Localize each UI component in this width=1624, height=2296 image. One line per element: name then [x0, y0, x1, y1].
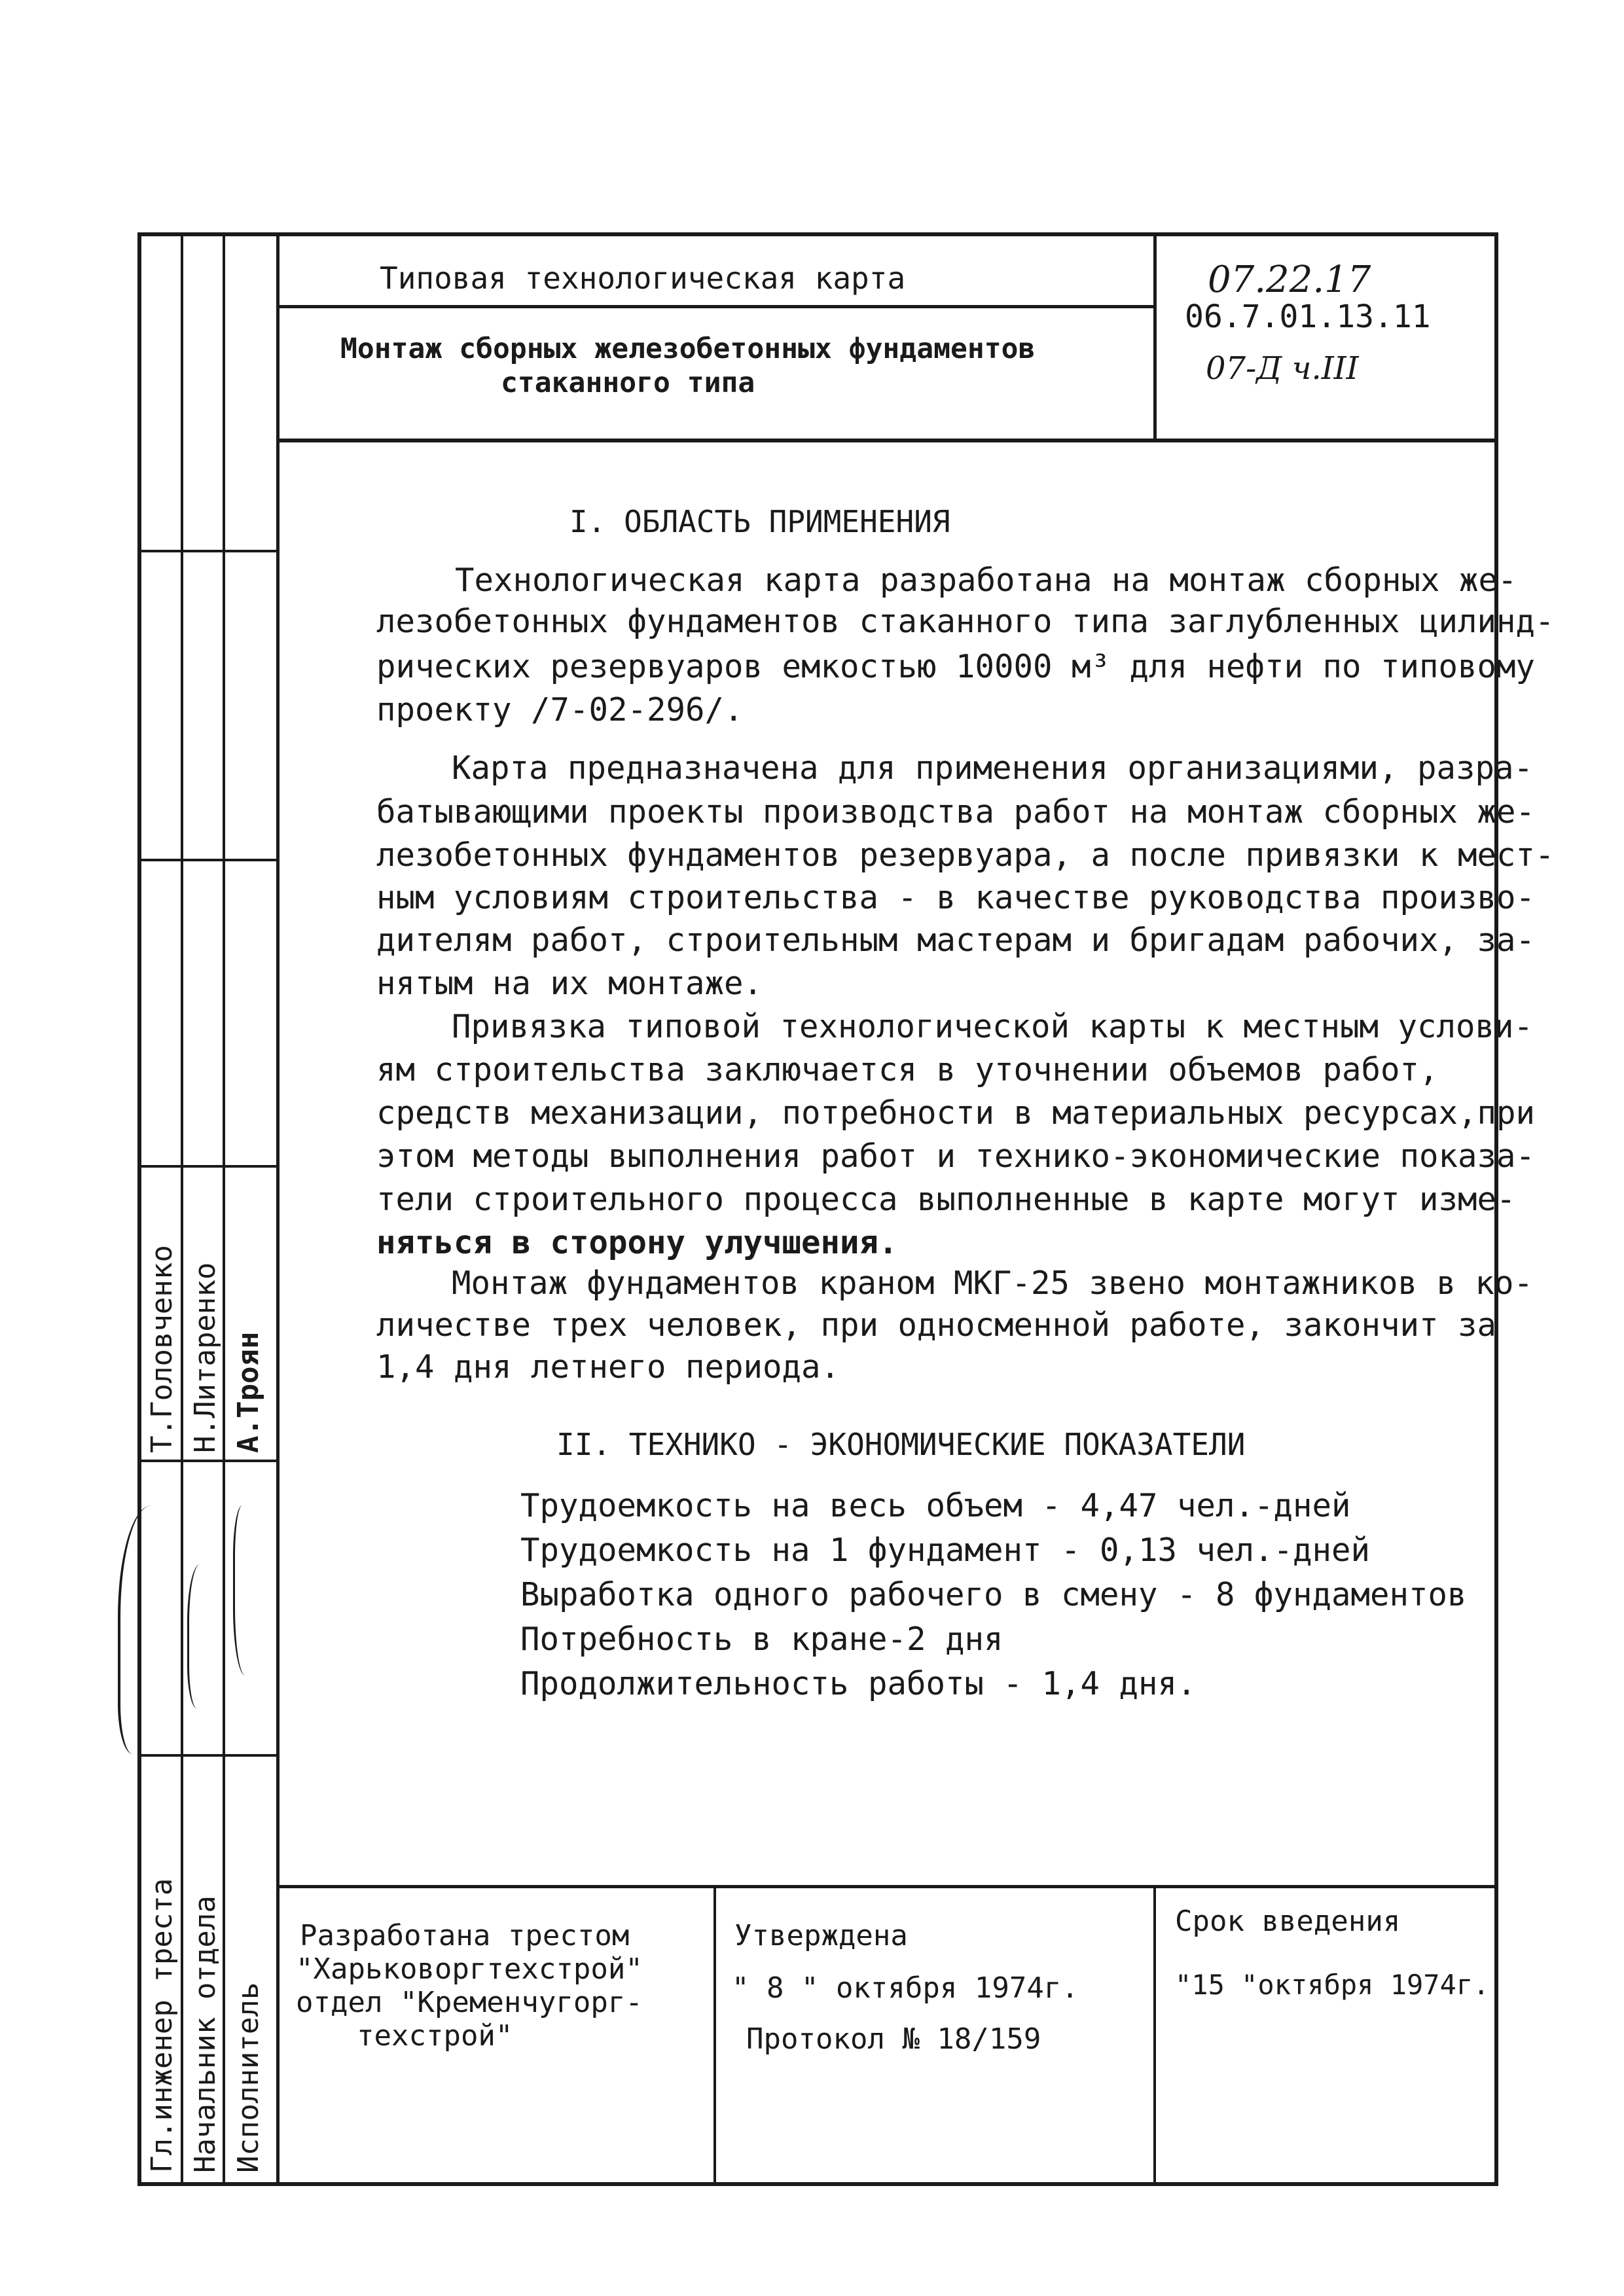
sidebar-role-chief-engineer: Гл.инженер треста [145, 1878, 179, 2173]
frame-col-line-3 [276, 232, 280, 2186]
footer-top-line [276, 1885, 1498, 1888]
text-line: дителям работ, строительным мастерам и бригадам рабочих, за- [376, 922, 1536, 959]
section-1-heading: I. ОБЛАСТЬ ПРИМЕНЕНИЯ [569, 504, 950, 539]
text-line: няться в сторону улучшения. [376, 1224, 898, 1261]
header-subtitle-line2: стаканного типа [501, 367, 755, 399]
text-line: ям строительства заключается в уточнении объемов работ, [376, 1051, 1439, 1088]
text-line: проекту /7-02-296/. [376, 691, 744, 728]
sidebar-line-5 [137, 1754, 276, 1757]
header-code-typed: 06.7.01.13.11 [1185, 298, 1431, 335]
sidebar-line-4 [137, 1460, 276, 1462]
text-line: ным условиям строительства - в качестве руководства произво- [376, 879, 1536, 916]
text-line: Карта предназначена для применения организациями, разра- [452, 749, 1534, 787]
footer-divider-2 [1153, 1885, 1156, 2186]
header-title-divider [276, 305, 1157, 308]
header-title: Типовая технологическая карта [380, 260, 906, 296]
list-item: Трудоемкость на весь объем - 4,47 чел.-дней [520, 1487, 1351, 1524]
list-item: Выработка одного рабочего в смену - 8 фундаментов [520, 1576, 1467, 1613]
developed-by-line: техстрой" [357, 2019, 513, 2053]
text-line: нятым на их монтаже. [376, 965, 763, 1002]
frame-bottom-border [137, 2182, 1498, 2186]
approved-date: " 8 " октября 1974г. [732, 1971, 1079, 2005]
list-item: Продолжительность работы - 1,4 дня. [520, 1665, 1197, 1702]
text-line: Монтаж фундаментов краном МКГ-25 звено монтажников в ко- [452, 1265, 1534, 1302]
text-line: Технологическая карта разработана на монтаж сборных же- [455, 562, 1517, 599]
frame-col-line-1 [181, 232, 183, 2186]
section-2-heading: II. ТЕХНИКО - ЭКОНОМИЧЕСКИЕ ПОКАЗАТЕЛИ [556, 1427, 1246, 1462]
frame-col-line-2 [223, 232, 225, 2186]
footer-divider-1 [713, 1885, 716, 2186]
text-line: батывающими проекты производства работ на монтаж сборных же- [376, 793, 1536, 831]
sidebar-name-3: А.Троян [232, 1331, 265, 1453]
frame-left-border [137, 232, 141, 2186]
sidebar-name-2: Н.Литаренко [189, 1262, 222, 1453]
header-code-handwritten-1: 07.22.17 [1208, 259, 1371, 301]
developed-by-line: отдел "Кременчугорг- [296, 1986, 643, 2019]
text-line: лезобетонных фундаментов резервуара, а после привязки к мест- [376, 836, 1555, 874]
signature-stroke [233, 1505, 264, 1676]
effective-label: Срок введения [1175, 1905, 1401, 1938]
signature-stroke [187, 1564, 219, 1708]
signature-stroke [118, 1505, 192, 1754]
approved-label: Утверждена [734, 1919, 908, 1952]
text-line: тели строительного процесса выполненные в карте могут изме- [376, 1181, 1516, 1218]
sidebar-name-1: Т.Головченко [145, 1245, 179, 1453]
list-item: Потребность в кране-2 дня [520, 1621, 1003, 1658]
effective-date: "15 "октября 1974г. [1175, 1969, 1490, 2001]
sidebar-line-2 [137, 859, 276, 861]
protocol-number: Протокол № 18/159 [746, 2022, 1041, 2056]
sidebar-role-department-head: Начальник отдела [189, 1895, 222, 2173]
sidebar-line-3 [137, 1165, 276, 1168]
text-line: Привязка типовой технологической карты к местным услови- [452, 1008, 1534, 1045]
text-line: 1,4 дня летнего периода. [376, 1348, 840, 1386]
text-line: личестве трех человек, при односменной работе, закончит за [376, 1306, 1497, 1344]
header-subtitle-line1: Монтаж сборных железобетонных фундаментов [340, 332, 1036, 365]
header-bottom-line [276, 439, 1498, 442]
frame-top-border [137, 232, 1498, 236]
header-code-handwritten-2: 07-Д ч.III [1206, 350, 1359, 387]
text-line: этом методы выполнения работ и технико-экономические показа- [376, 1138, 1536, 1175]
sidebar-role-executor: Исполнитель [232, 1982, 265, 2173]
sidebar-line-1 [137, 550, 276, 552]
header-code-divider [1153, 232, 1157, 442]
developed-by-line: Разработана трестом [300, 1919, 630, 1952]
list-item: Трудоемкость на 1 фундамент - 0,13 чел.-дней [520, 1532, 1371, 1569]
developed-by-line: "Харьковоргтехстрой" [296, 1952, 643, 1986]
text-line: средств механизации, потребности в материальных ресурсах,при [376, 1094, 1536, 1132]
text-line: рических резервуаров емкостью 10000 м³ для нефти по типовому [376, 648, 1536, 685]
text-line: лезобетонных фундаментов стаканного типа заглубленных цилинд- [376, 603, 1555, 640]
